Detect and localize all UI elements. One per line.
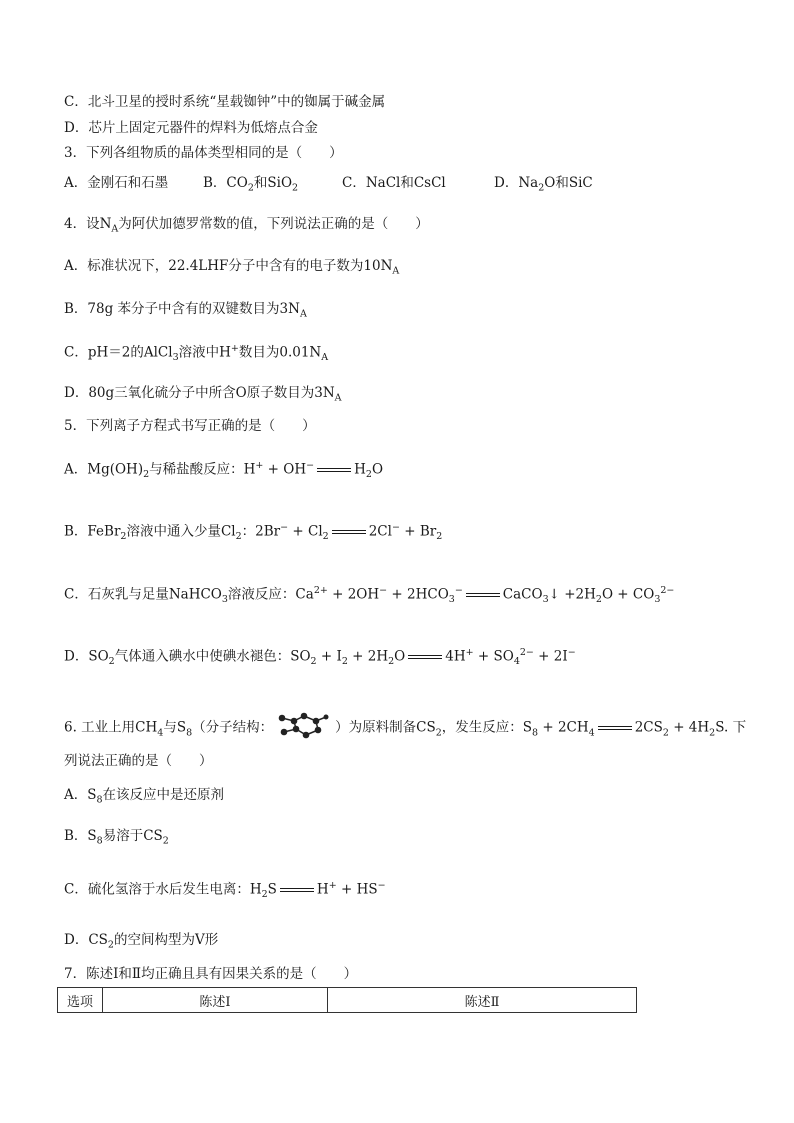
q6-option-a: A．$S_8$在该反应中是还原剂 <box>64 787 225 806</box>
q7-table <box>57 987 637 1013</box>
q6-option-d: D．$CS_2$的空间构型为V形 <box>64 932 219 951</box>
q5-option-d: D．$SO_2$气体通入碘水中使碘水褪色：$SO_2 + I_2 + 2H_2O$ $4H^+ + SO_4^{2-} + 2I^-$ <box>64 647 576 668</box>
q3-stem: 3．下列各组物质的晶体类型相同的是（ ） <box>64 145 343 161</box>
table-header-statement-2: 陈述Ⅱ <box>328 988 637 1013</box>
equals-sign <box>466 593 500 597</box>
table-header-statement-1: 陈述Ⅰ <box>103 988 328 1013</box>
equals-sign <box>280 888 314 892</box>
q5-option-b: B．FeBr$_2$溶液中通入少量$Cl_2$：$2Br^- + Cl_2$ $2Cl^- + Br_2$ <box>64 522 443 543</box>
table-header-option: 选项 <box>58 988 103 1013</box>
q4-option-b: B．78g 苯分子中含有的双键数目为$3N_A$ <box>64 301 307 320</box>
q4-option-a: A．标准状况下，22.4LHF分子中含有的电子数为$10N_A$ <box>64 258 400 277</box>
q3-option-c: C．NaCl和CsCl <box>342 175 446 191</box>
table-header-row <box>58 988 637 1013</box>
q4-stem: 4．设$N_A$为阿伏加德罗常数的值，下列说法正确的是（ ） <box>64 216 429 235</box>
equals-sign <box>598 726 632 730</box>
equals-sign <box>332 530 366 534</box>
q3-option-b: B．$CO_2$和SiO$_2$ <box>203 175 299 194</box>
q5-option-a: A．$Mg(OH)_2$与稀盐酸反应：H+ + OH− $H_2O$ <box>64 460 384 481</box>
equals-sign <box>408 655 442 659</box>
q4-option-d: D．80g三氧化硫分子中所含O原子数目为$3N_A$ <box>64 385 342 404</box>
q6-option-b: B．$S_8$易溶于$CS_2$ <box>64 828 169 847</box>
q4-option-c: C．pH＝2的AlCl$_3$溶液中H+数目为$0.01N_A$ <box>64 343 329 364</box>
equals-sign <box>317 468 351 472</box>
q3-option-a: A．金刚石和石墨 <box>64 175 169 191</box>
q5-stem: 5．下列离子方程式书写正确的是（ ） <box>64 418 316 434</box>
q3-option-d: D．$Na_2O$和SiC <box>494 175 593 194</box>
q7-stem: 7．陈述Ⅰ和Ⅱ均正确且具有因果关系的是（ ） <box>64 966 358 982</box>
q6-stem-continued: 列说法正确的是（ ） <box>64 753 213 769</box>
q2-option-d: D．芯片上固定元器件的焊料为低熔点合金 <box>64 120 318 136</box>
q2-option-c: C．北斗卫星的授时系统“星载铷钟”中的铷属于碱金属 <box>64 94 386 110</box>
s8-molecule-icon <box>276 712 332 744</box>
q3-options <box>64 175 593 194</box>
q6-stem: 6. 工业上用$CH_4$与$S_8$（分子结构： ）为原料制备$CS_2$，发生反应：$S_8 + 2CH_4$ $2CS_2 + 4H_2S$. 下 <box>64 712 746 744</box>
q5-option-c: C．石灰乳与足量NaHCO$_3$溶液反应：$Ca^{2+} + 2OH^- + 2HCO_3^-$ CaCO$_3$↓ $+2H_2O + CO_3^{2-}$ <box>64 585 675 606</box>
q6-option-c: C．硫化氢溶于水后发生电离：$H_2S$ H+ + HS− <box>64 880 386 901</box>
